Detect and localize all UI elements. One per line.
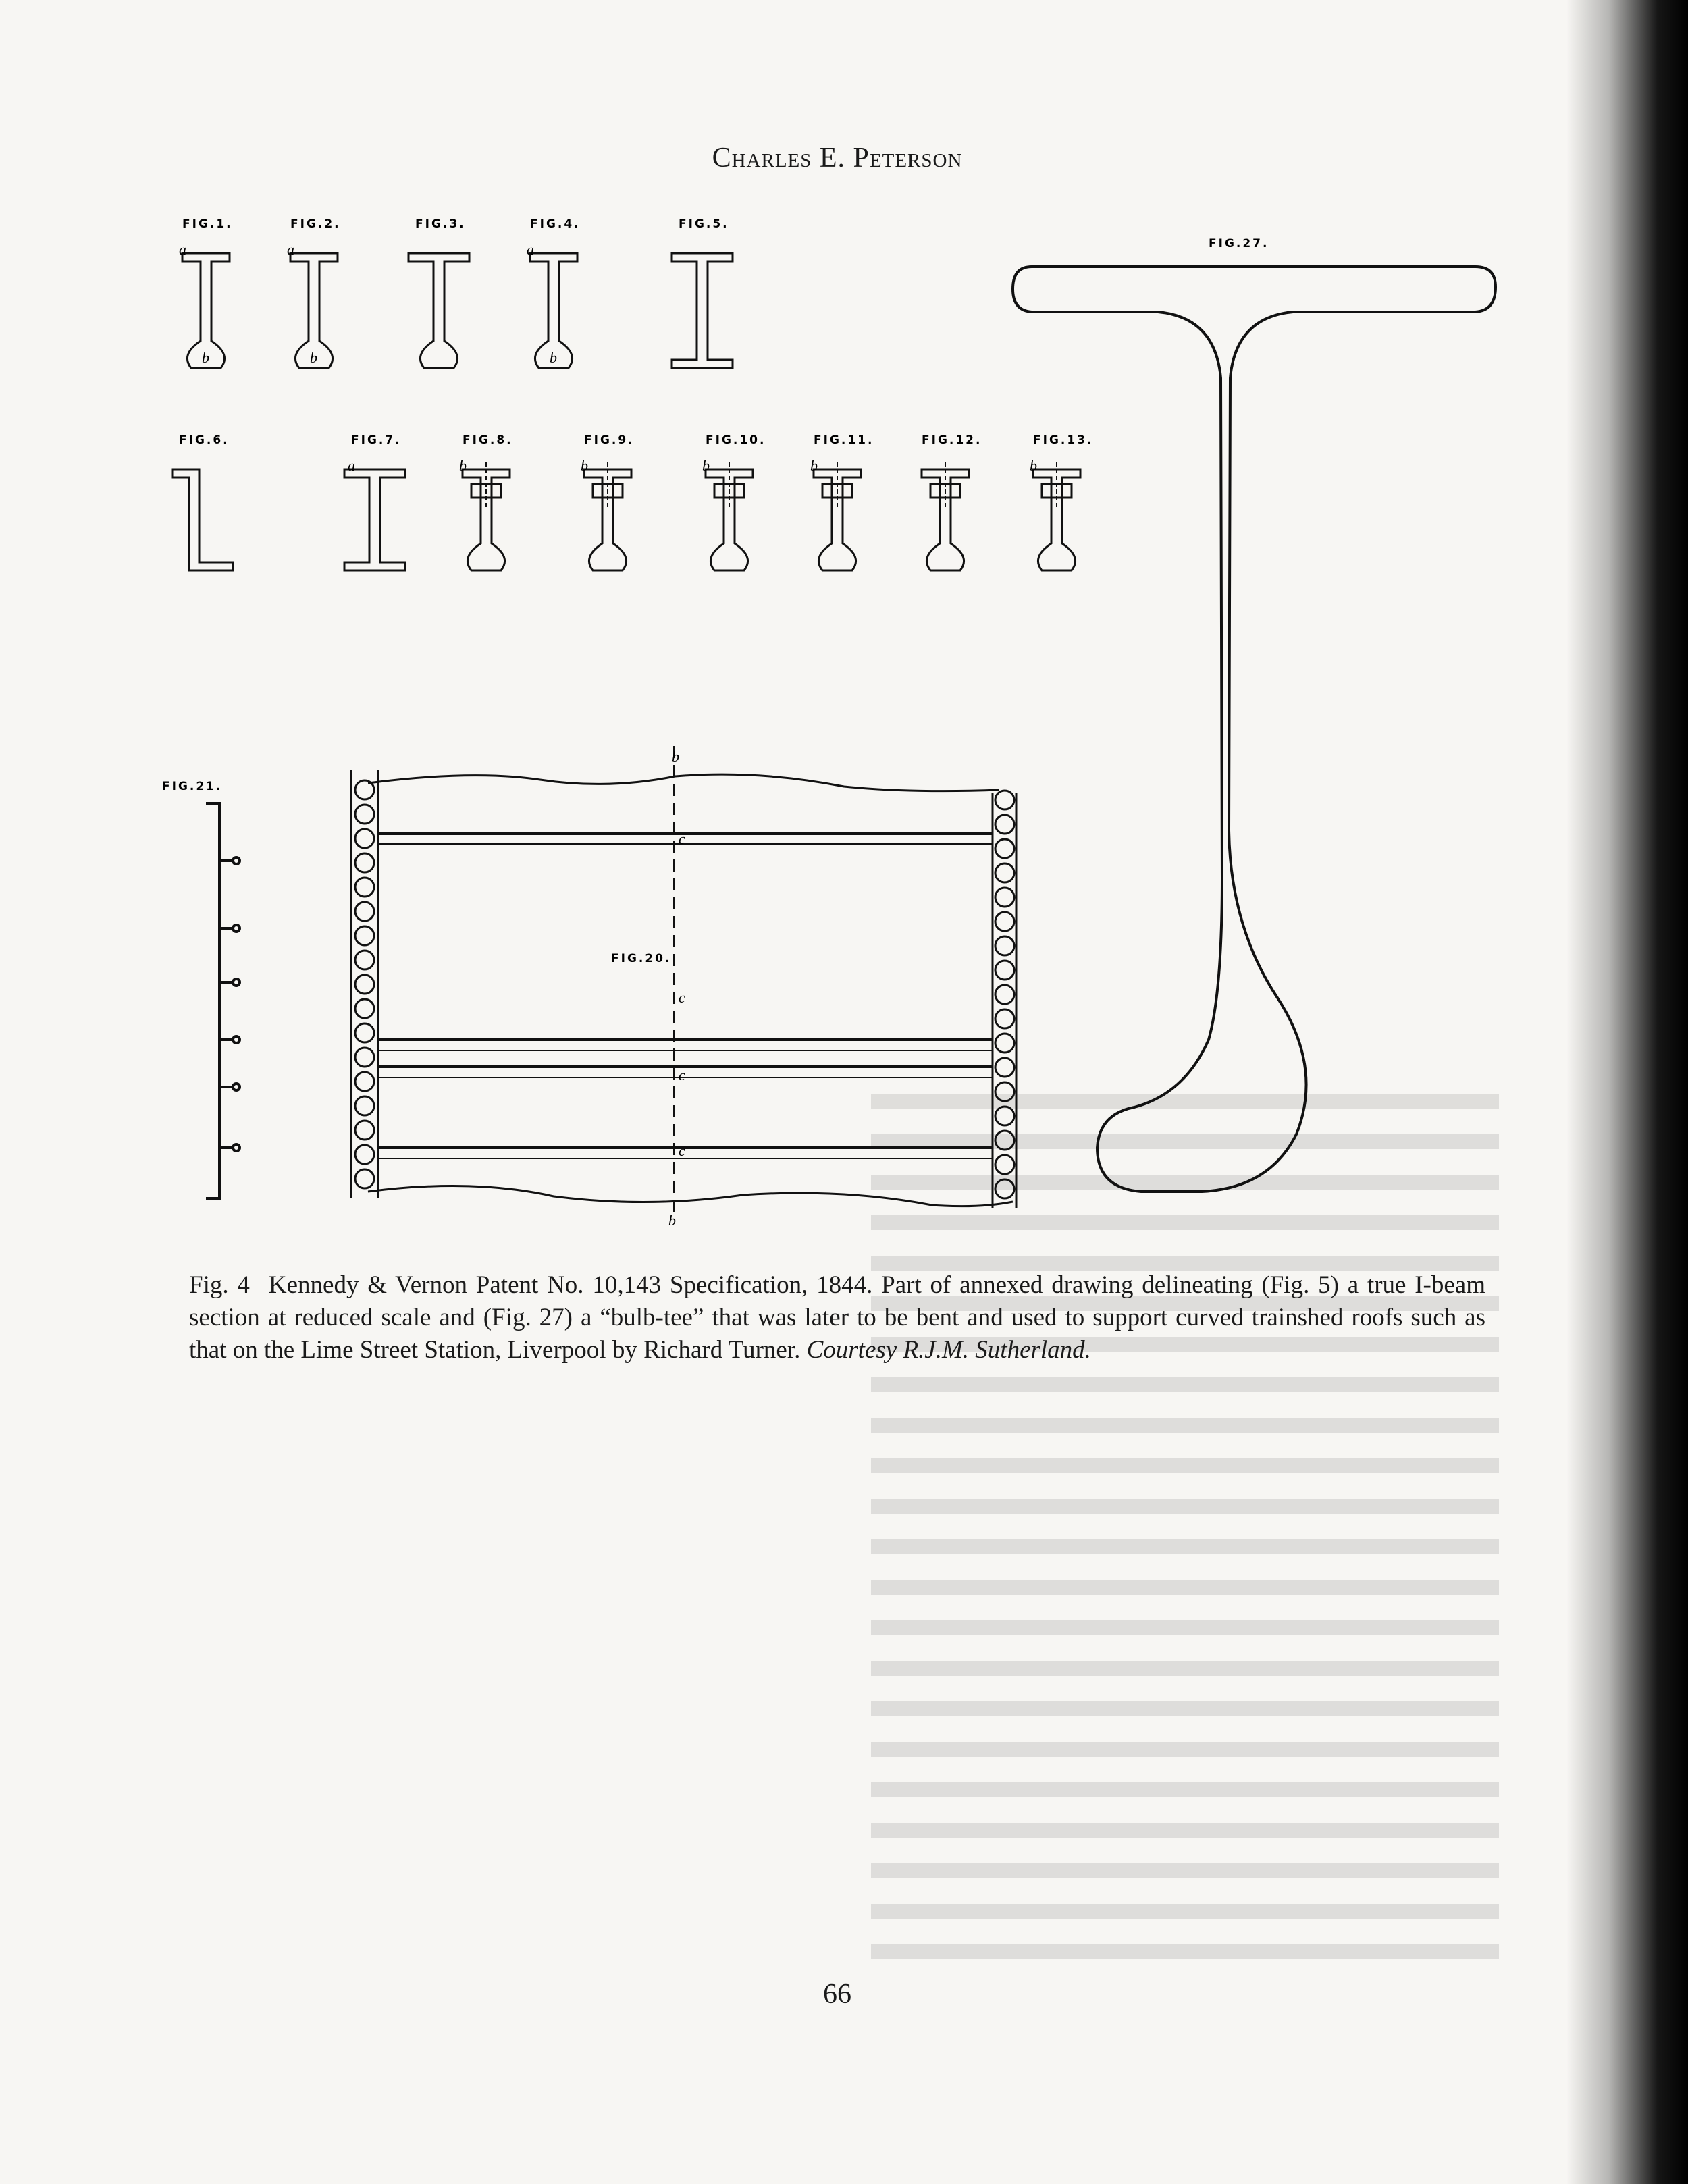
rivet [355, 1169, 374, 1188]
rivet [995, 791, 1014, 809]
section-fig-label-13: FIG.13. [1033, 433, 1094, 447]
binding-shadow [1566, 0, 1688, 2184]
fig20-mark-2: c [679, 989, 685, 1006]
caption-courtesy: Courtesy R.J.M. Sutherland. [806, 1336, 1091, 1364]
fig21-stud-head [233, 925, 240, 932]
section-fig-label-8: FIG.8. [463, 433, 513, 447]
fig20-label: FIG.20. [611, 952, 672, 965]
fig20-mark-3: c [679, 1067, 685, 1084]
rivet [995, 1131, 1014, 1150]
rivet [995, 961, 1014, 980]
section-fig-12 [922, 462, 969, 570]
rivet [355, 1145, 374, 1164]
section-fig-label-12: FIG.12. [922, 433, 982, 447]
rivet [355, 1072, 374, 1091]
section-fig-mark-13-b: b [1030, 457, 1037, 474]
fig21-stud-head [233, 979, 240, 986]
fig20-mark-top: b [672, 748, 679, 765]
rivet [355, 780, 374, 799]
rivet [355, 926, 374, 945]
section-fig-label-1: FIG.1. [182, 217, 233, 231]
rivet [355, 951, 374, 969]
section-fig-mark-9-b: b [581, 457, 588, 474]
section-fig-label-11: FIG.11. [814, 433, 874, 447]
fig27-bulb-tee [1013, 267, 1496, 1192]
rivet [995, 1179, 1014, 1198]
section-fig-11 [814, 462, 861, 570]
fig27-label: FIG.27. [1209, 237, 1269, 250]
small-section-figures [172, 253, 1080, 570]
section-fig-label-7: FIG.7. [351, 433, 402, 447]
rivet [355, 853, 374, 872]
section-fig-6 [172, 469, 233, 570]
fig20-left-flange-rivets [355, 780, 374, 1188]
rivet [995, 815, 1014, 834]
rivet [355, 1096, 374, 1115]
section-fig-label-3: FIG.3. [415, 217, 466, 231]
fig20-right-flange-rivets [995, 791, 1014, 1198]
fig21-stud-head [233, 1084, 240, 1090]
rivet [995, 888, 1014, 907]
section-fig-label-2: FIG.2. [290, 217, 341, 231]
section-fig-mark-7-a: a [348, 457, 355, 474]
caption-fig-number: Fig. 4 [189, 1271, 250, 1299]
rivet [355, 999, 374, 1018]
section-fig-mark-1-b: b [202, 349, 209, 366]
fig20-mark-1: c [679, 830, 685, 847]
rivet [355, 902, 374, 921]
rivet [995, 1107, 1014, 1125]
rivet [995, 839, 1014, 858]
rivet [995, 863, 1014, 882]
section-fig-8 [463, 462, 510, 570]
rivet [995, 1009, 1014, 1028]
section-fig-label-10: FIG.10. [706, 433, 766, 447]
rivet [995, 912, 1014, 931]
rivet [995, 1155, 1014, 1174]
rivet [995, 985, 1014, 1004]
section-fig-13 [1033, 462, 1080, 570]
section-fig-7 [344, 469, 405, 570]
fig21-stud-head [233, 857, 240, 864]
fig21-stud-head [233, 1144, 240, 1151]
rivet [355, 878, 374, 897]
section-fig-label-5: FIG.5. [679, 217, 729, 231]
section-fig-label-4: FIG.4. [530, 217, 581, 231]
section-fig-mark-2-a: a [287, 241, 294, 258]
rivet [355, 805, 374, 824]
rivet [355, 829, 374, 848]
rivet [355, 1121, 374, 1140]
caption-text: Kennedy & Vernon Patent No. 10,143 Specification, 1844. Part of annexed drawing delineating (Fig. 5) a true I-beam section at reduced scale and (Fig. 27) a “bulb-tee” that was later to be bent and used to support curved trainshed roofs such as that on the Lime Street Station, Liverpool by Richard Turner. [189, 1271, 1486, 1364]
running-head-text: Charles E. Peterson [712, 142, 963, 174]
section-fig-3 [408, 253, 469, 368]
section-fig-10 [706, 462, 753, 570]
rivet [995, 1034, 1014, 1053]
rivet [995, 936, 1014, 955]
section-fig-label-9: FIG.9. [584, 433, 635, 447]
section-fig-label-6: FIG.6. [179, 433, 230, 447]
section-fig-9 [584, 462, 631, 570]
rivet [355, 975, 374, 994]
rivet [355, 1023, 374, 1042]
section-fig-mark-1-a: a [179, 241, 186, 258]
section-fig-mark-2-b: b [310, 349, 317, 366]
fig21-section [206, 803, 240, 1198]
section-fig-mark-4-a: a [527, 241, 534, 258]
fig20-mark-4: c [679, 1142, 685, 1159]
page-number: 66 [823, 1979, 851, 2010]
section-fig-mark-8-b: b [459, 457, 467, 474]
section-fig-mark-10-b: b [702, 457, 710, 474]
fig20-mark-bottom: b [668, 1212, 676, 1229]
figure-caption [189, 1269, 1485, 1366]
section-fig-5 [672, 253, 733, 368]
section-fig-mark-11-b: b [810, 457, 818, 474]
rivet [355, 1048, 374, 1067]
rivet [995, 1058, 1014, 1077]
fig21-stud-head [233, 1036, 240, 1043]
fig21-label: FIG.21. [162, 780, 223, 793]
section-fig-mark-4-b: b [550, 349, 557, 366]
rivet [995, 1082, 1014, 1101]
